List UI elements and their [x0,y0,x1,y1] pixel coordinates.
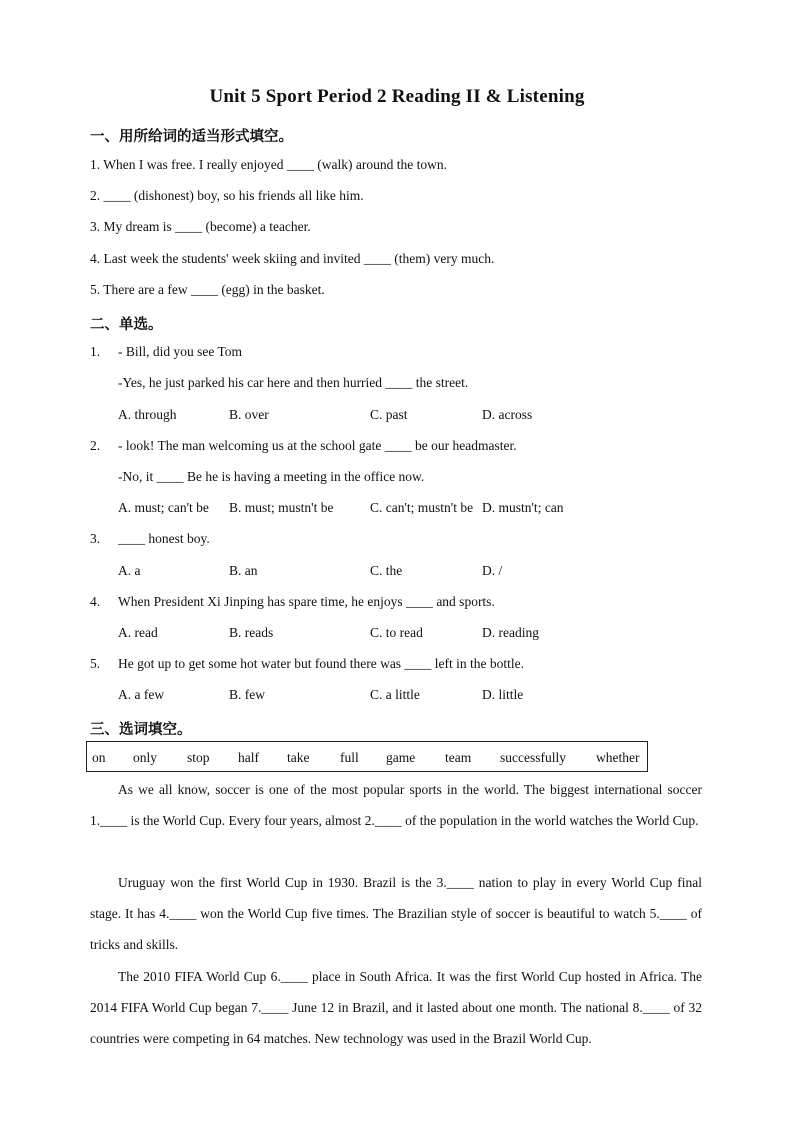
question-1-option-b: B. over [229,407,269,422]
question-4-option-b: B. reads [229,625,274,640]
passage-paragraph-2 [90,867,702,960]
question-2-option-a: A. must; can't be [118,500,209,515]
question-2-option-d: D. mustn't; can [482,500,564,515]
word-bank-item: take [287,750,310,765]
word-bank-item: whether [596,750,640,765]
fill-item-4: 4. Last week the students' week skiing and invited ____ (them) very much. [90,251,495,266]
fill-item-2: 2. ____ (dishonest) boy, so his friends all like him. [90,188,364,203]
word-bank-item: only [133,750,158,765]
question-3-option-d: D. / [482,563,503,578]
question-2-option-b: B. must; mustn't be [229,500,334,515]
question-4-option-a: A. read [118,625,158,640]
section2-heading: 二、单选。 [90,317,163,333]
fill-item-1: 1. When I was free. I really enjoyed ____ (walk) around the town. [90,157,448,172]
question-1-option-c: C. past [370,407,408,422]
passage-paragraph-3 [90,961,702,1054]
word-bank-item: game [386,750,416,765]
question-2-line-1: - look! The man welcoming us at the school gate ____ be our headmaster. [118,438,517,453]
question-1-number: 1. [90,344,101,359]
question-5-number: 5. [90,656,101,671]
fill-item-3: 3. My dream is ____ (become) a teacher. [90,219,311,234]
passage-paragraph-3-text: The 2010 FIFA World Cup 6.____ place in South Africa. It was the first World Cup hosted in Africa. The 2014 FIFA World Cup began 7.____ June 12 in Brazil, and it lasted about one month. The national 8.____ of 32 countries were competing in 64 matches. New technology was used in the Brazil World Cup. [90,969,702,1046]
question-3-option-a: A. a [118,563,141,578]
question-4-number: 4. [90,594,101,609]
question-2-number: 2. [90,438,101,453]
question-5-option-c: C. a little [370,687,420,702]
section3-heading: 三、选词填空。 [90,722,192,738]
page-title: Unit 5 Sport Period 2 Reading II & Listening [209,86,585,107]
question-5-option-b: B. few [229,687,265,702]
word-bank-item: stop [187,750,210,765]
question-4-option-c: C. to read [370,625,423,640]
question-3-option-b: B. an [229,563,258,578]
question-1-line-2: -Yes, he just parked his car here and then hurried ____ the street. [118,375,469,390]
question-1-line-1: - Bill, did you see Tom [118,344,243,359]
question-4-option-d: D. reading [482,625,539,640]
question-1-option-d: D. across [482,407,533,422]
question-2-line-2: -No, it ____ Be he is having a meeting in the office now. [118,469,425,484]
question-2-option-c: C. can't; mustn't be [370,500,474,515]
fill-item-5: 5. There are a few ____ (egg) in the basket. [90,282,325,297]
question-3-option-c: C. the [370,563,403,578]
word-bank-box [86,741,648,772]
question-5-option-a: A. a few [118,687,165,702]
question-3-line-1: ____ honest boy. [118,531,210,546]
question-1-option-a: A. through [118,407,177,422]
passage-paragraph-2-text: Uruguay won the first World Cup in 1930. Brazil is the 3.____ nation to play in every World Cup final stage. It has 4.____ won the World Cup five times. The Brazilian style of soccer is beautiful to watch 5.____ of tricks and skills. [90,875,702,952]
word-bank-item: successfully [500,750,566,765]
section1-heading: 一、用所给词的适当形式填空。 [90,129,293,145]
word-bank-item: half [238,750,259,765]
question-5-option-d: D. little [482,687,524,702]
passage-paragraph-1 [90,774,702,836]
question-5-line-1: He got up to get some hot water but found there was ____ left in the bottle. [118,656,525,671]
passage-paragraph-1-text: As we all know, soccer is one of the most popular sports in the world. The biggest international soccer 1.____ is the World Cup. Every four years, almost 2.____ of the population in the world watches the World Cup. [90,782,702,828]
word-bank-item: team [445,750,472,765]
question-4-line-1: When President Xi Jinping has spare time, he enjoys ____ and sports. [118,594,495,609]
word-bank-item: on [92,750,106,765]
question-3-number: 3. [90,531,101,546]
word-bank-item: full [340,750,359,765]
